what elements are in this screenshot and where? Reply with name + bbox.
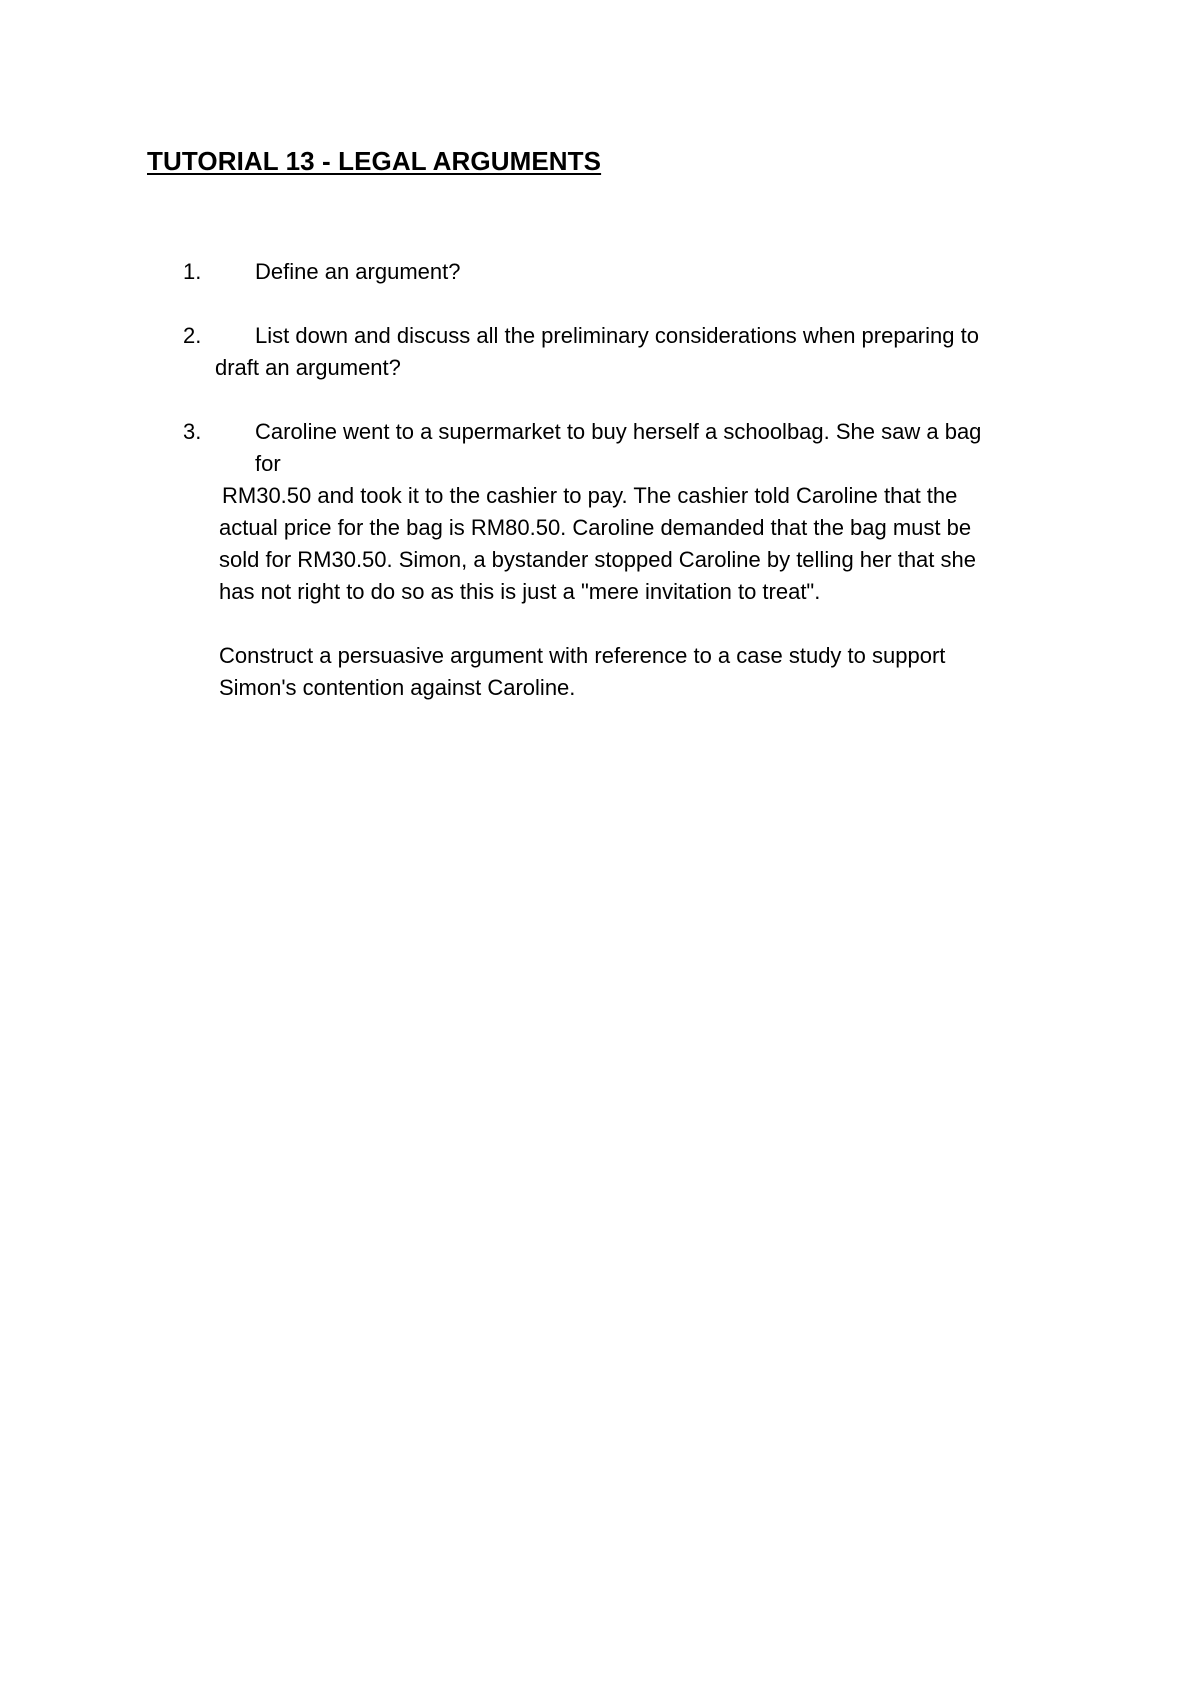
question-2-number: 2. <box>183 323 202 348</box>
question-2-line-2: draft an argument? <box>215 355 401 380</box>
question-3-line-2: for <box>255 451 281 476</box>
question-3-line-5: sold for RM30.50. Simon, a bystander stopped Caroline by telling her that she <box>219 547 976 572</box>
question-3-line-8: Simon's contention against Caroline. <box>219 675 576 700</box>
question-3-line-4: actual price for the bag is RM80.50. Caroline demanded that the bag must be <box>219 515 972 540</box>
question-3-line-7: Construct a persuasive argument with reference to a case study to support <box>219 643 946 668</box>
question-3-number: 3. <box>183 419 202 444</box>
question-3-line-6: has not right to do so as this is just a "mere invitation to treat". <box>219 579 821 604</box>
question-2-line-1: List down and discuss all the preliminary considerations when preparing to <box>255 323 979 348</box>
question-1-number: 1. <box>183 259 202 284</box>
question-1-line-1: Define an argument? <box>255 259 461 284</box>
question-3-line-1: Caroline went to a supermarket to buy herself a schoolbag. She saw a bag <box>255 419 982 444</box>
question-3-line-3: RM30.50 and took it to the cashier to pay. The cashier told Caroline that the <box>222 483 958 508</box>
document-title: TUTORIAL 13 - LEGAL ARGUMENTS <box>147 146 602 176</box>
